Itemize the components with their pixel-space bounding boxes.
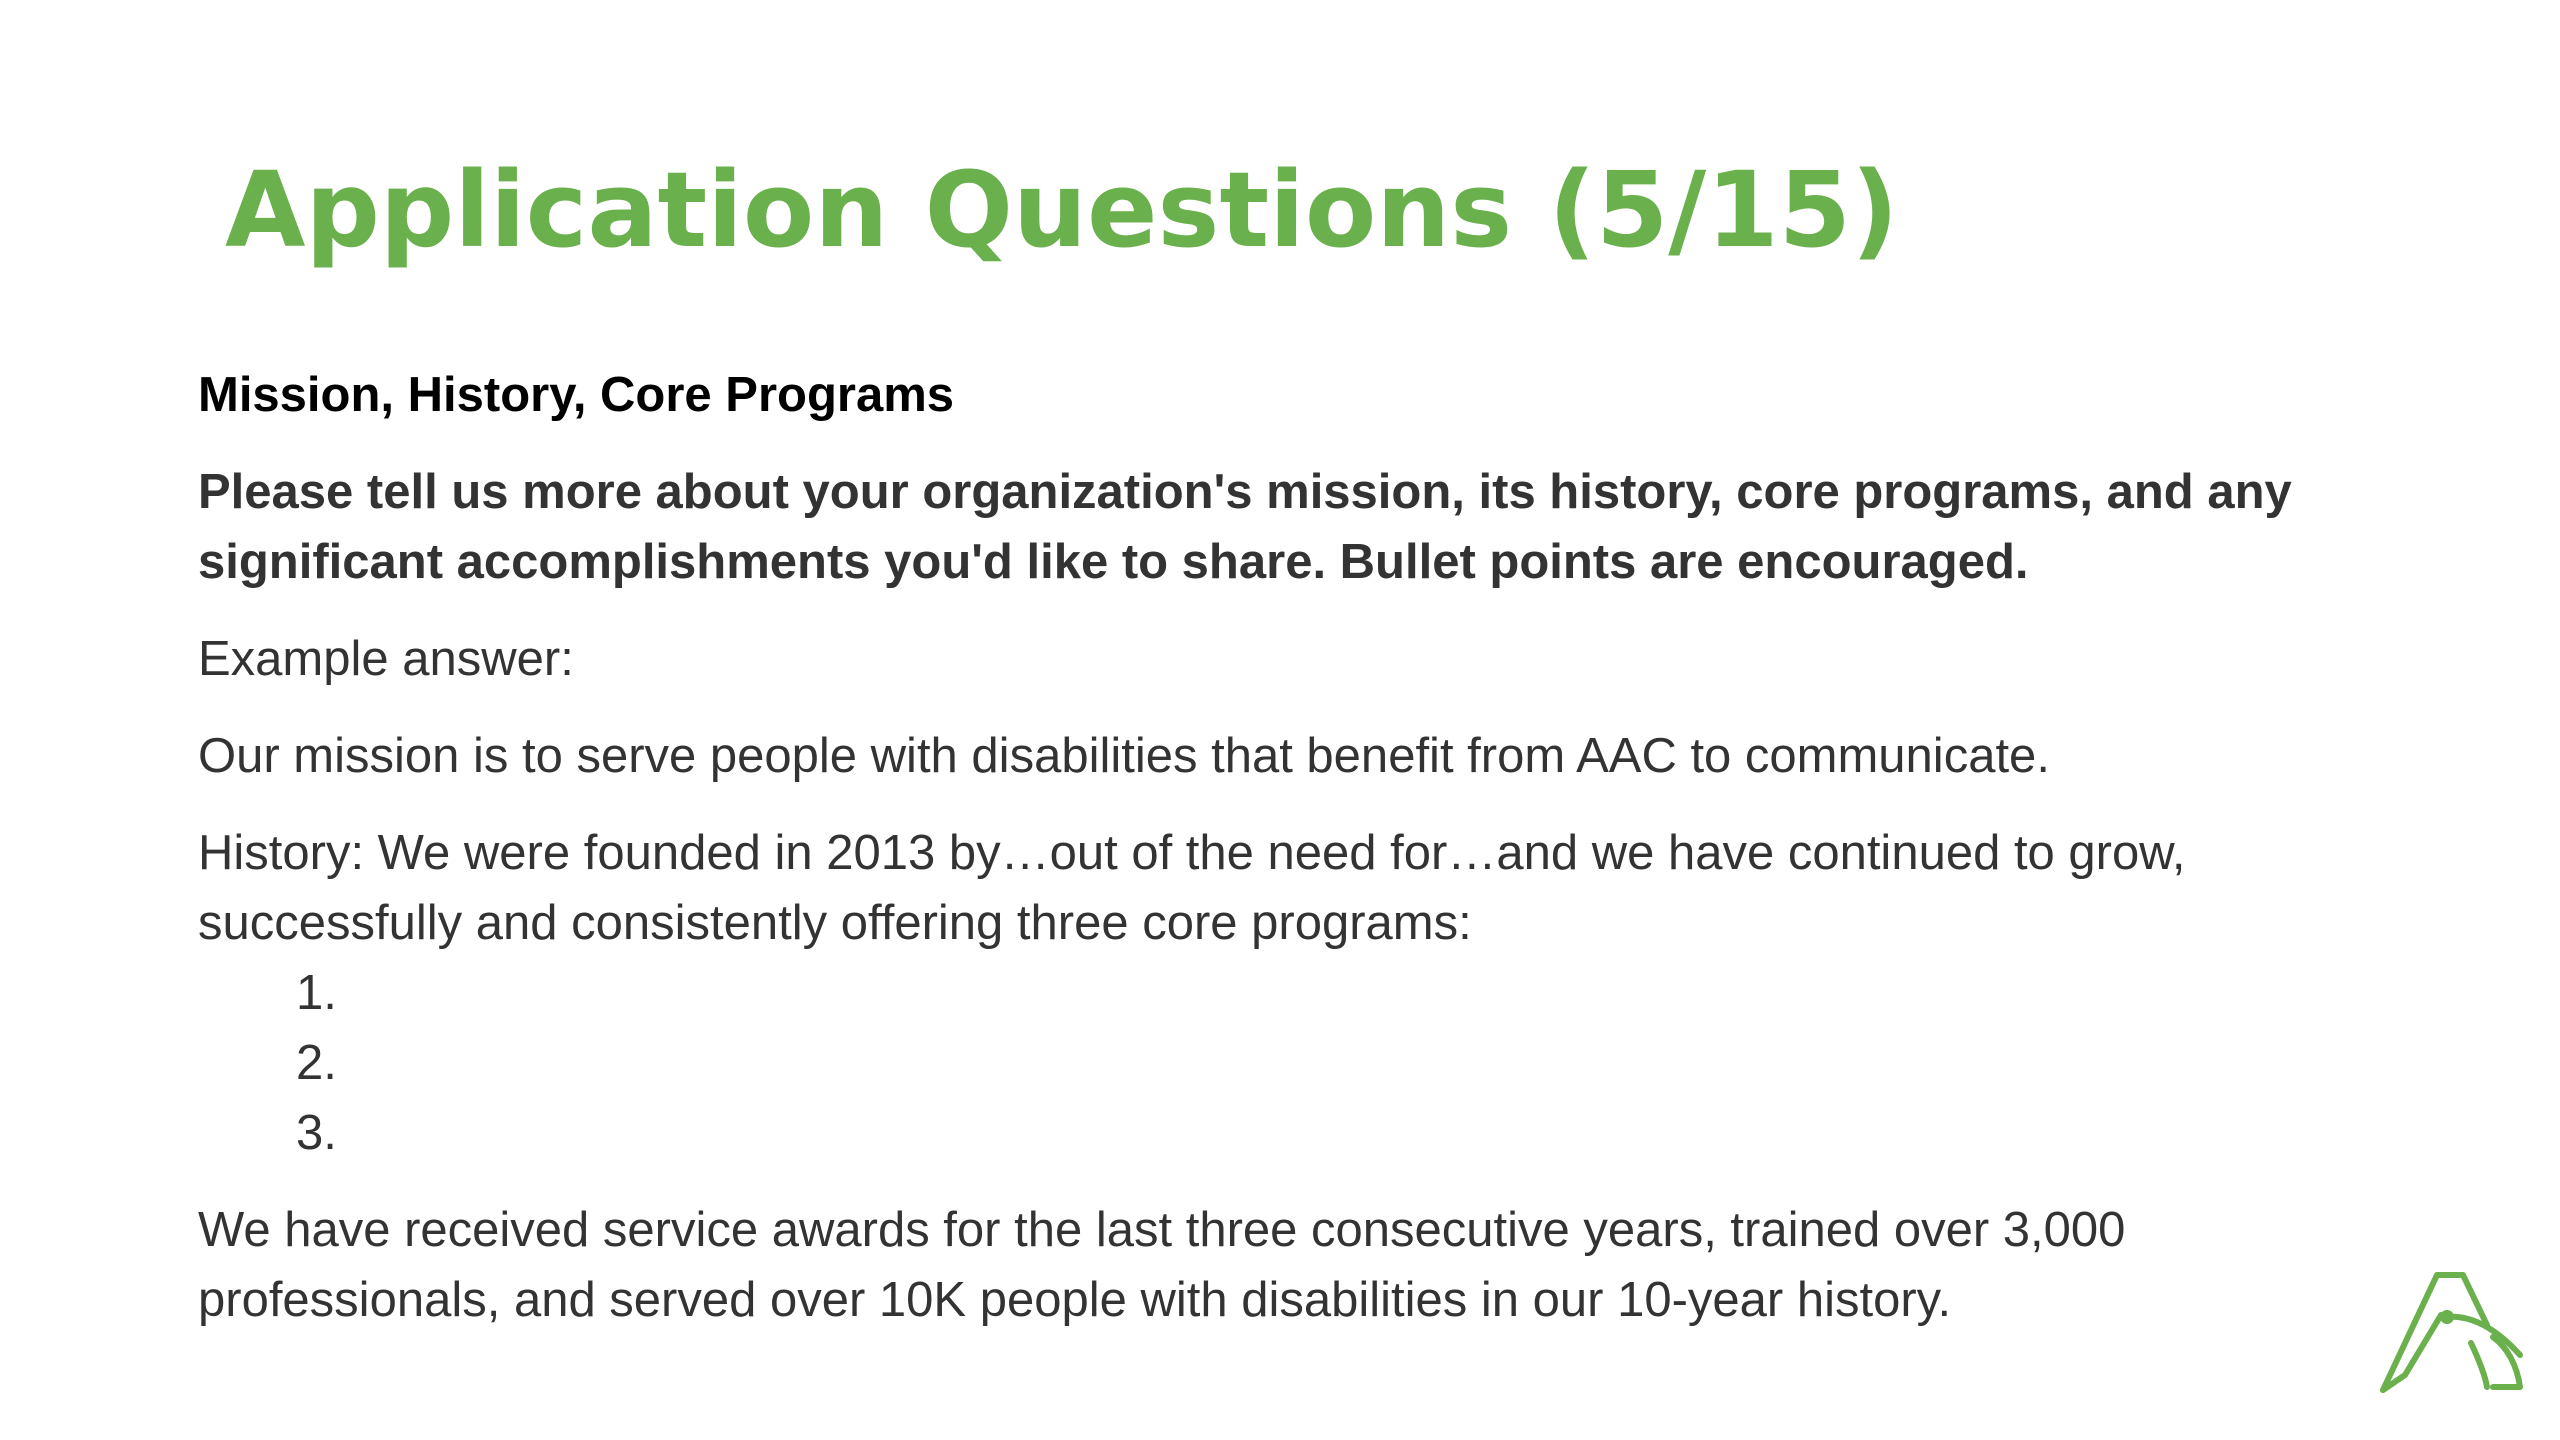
mission-paragraph: Our mission is to serve people with disabilities that benefit from AAC to communicate. (198, 729, 2050, 783)
accomplishments-paragraph: We have received service awards for the last three consecutive years, trained over 3,000 professionals, and served over 10K people with disabilities in our 10-year history. (198, 1203, 2126, 1327)
question-text: Please tell us more about your organization's mission, its history, core programs, and any significant accomplishments you'd like to share. Bullet points are encouraged. (198, 465, 2292, 589)
example-label: Example answer: (198, 632, 574, 686)
page-title: Application Questions (5/15) (225, 149, 1899, 271)
core-programs-list (198, 958, 2358, 1168)
list-item: 3. (296, 1106, 337, 1160)
slide-content (198, 360, 2358, 1362)
section-heading: Mission, History, Core Programs (198, 368, 955, 422)
list-item: 1. (296, 966, 337, 1020)
history-paragraph: History: We were founded in 2013 by…out of the need for…and we have continued to grow, successfully and consistently offering three core programs: (198, 826, 2186, 950)
list-item: 2. (296, 1036, 337, 1090)
stylized-letter-a-logo-icon (2375, 1265, 2525, 1395)
